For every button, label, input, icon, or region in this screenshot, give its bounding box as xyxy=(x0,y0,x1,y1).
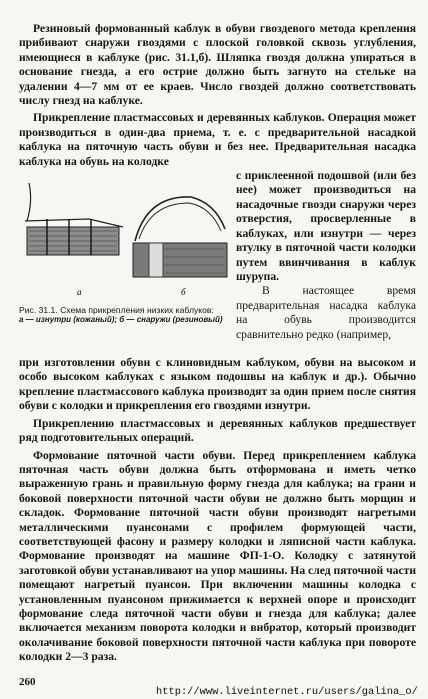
label-a: а xyxy=(77,287,82,298)
heel-a-drawing xyxy=(25,183,123,255)
paragraph-heel-forming: Формование пяточной части обуви. Перед прикреплением каблука пяточная часть обуви должна быть отформована и иметь четко выраженную грань и правильную форму гнезда для каблука; на грани и боковой поверхности пяточной части обуви не должно быть морщин и складок. Формование пяточной части обуви производят нагретыми металлическими пуансонами с профилем формующей части, соответствующей фасону и размеру колодки и ляписной части каблука. Формование производят на машине ФП-1-О. Колодку с затянутой заготовкой обуви устанавливают на упор машины. На след пяточной части помещают нагретый пуансон. При включении машины колодка с установленным пуансоном прижимается к верхней опоре и происходит формование следа пяточной части обуви и гнезда для каблука; далее включается механизм поворота колодки и вибратор, который производит околачивание боковой поверхности пяточной части каблука при повороте колодки 2—3 раза. xyxy=(19,448,416,664)
wrap-right-text xyxy=(236,169,416,342)
heel-b-drawing xyxy=(133,197,227,277)
label-b: б xyxy=(181,287,186,298)
paragraph-nailing: с приклеенной подошвой (или без нее) может производиться на насадочные гвозди снаружи через отверстия, просверленные в каблуках, или изнутри — через втулку в пяточной части колодки путем ввинчивания в каблук шурупа. xyxy=(236,169,416,283)
figure-31-1 xyxy=(19,173,229,356)
caption-subtitle: а — изнутри (кожаный); б — снаружи (резиновый) xyxy=(19,315,223,325)
paragraph-plastic-heels: Прикрепление пластмассовых и деревянных каблуков. Операция может производиться в один-два приема, т. е. с предварительной насадкой каблука на пяточную часть обуви и без нее. Предварительная насадка каблука на обувь на колодке xyxy=(19,111,416,168)
paragraph-preparation: Прикреплению пластмассовых и деревянных каблуков предшествует ряд подготовительных операций. xyxy=(19,416,416,445)
paragraph-currently: В настоящее время предварительная насадка каблука на обувь производится сравнительно редко (например, xyxy=(236,284,416,341)
heel-scheme-drawing xyxy=(19,173,234,308)
paragraph-rubber-heel: Резиновый формованный каблук в обуви гвоздевого метода крепления прибивают снаружи гвоздями с плоской головкой сквозь углубления, имеющиеся в каблуке (рис. 31.1,б). Шляпка гвоздя должна упираться в основание гнезда, а его острие должно быть загнуто на стельке на удалении 4—7 мм от ее краев. Число гвоздей должно соответствовать числу гнезд на каблуке. xyxy=(19,22,416,108)
figure-caption xyxy=(19,305,234,325)
page-number: 260 xyxy=(19,676,36,688)
source-url: http://www.liveinternet.ru/users/galina_o/ xyxy=(156,686,418,698)
paragraph-wedge-heel: при изготовлении обуви с клиновидным каблуком, обуви на высоком и особо высоком каблуках с языком подошвы на каблук и др.). Обычно крепление пластмассового каблука производят за один прием после снятия обуви с колодки и прикрепления его гвоздями изнутри. xyxy=(19,356,416,413)
figure-wrap-area xyxy=(0,169,428,356)
caption-title: Рис. 31.1. Схема прикрепления низких каблуков: xyxy=(19,305,214,316)
